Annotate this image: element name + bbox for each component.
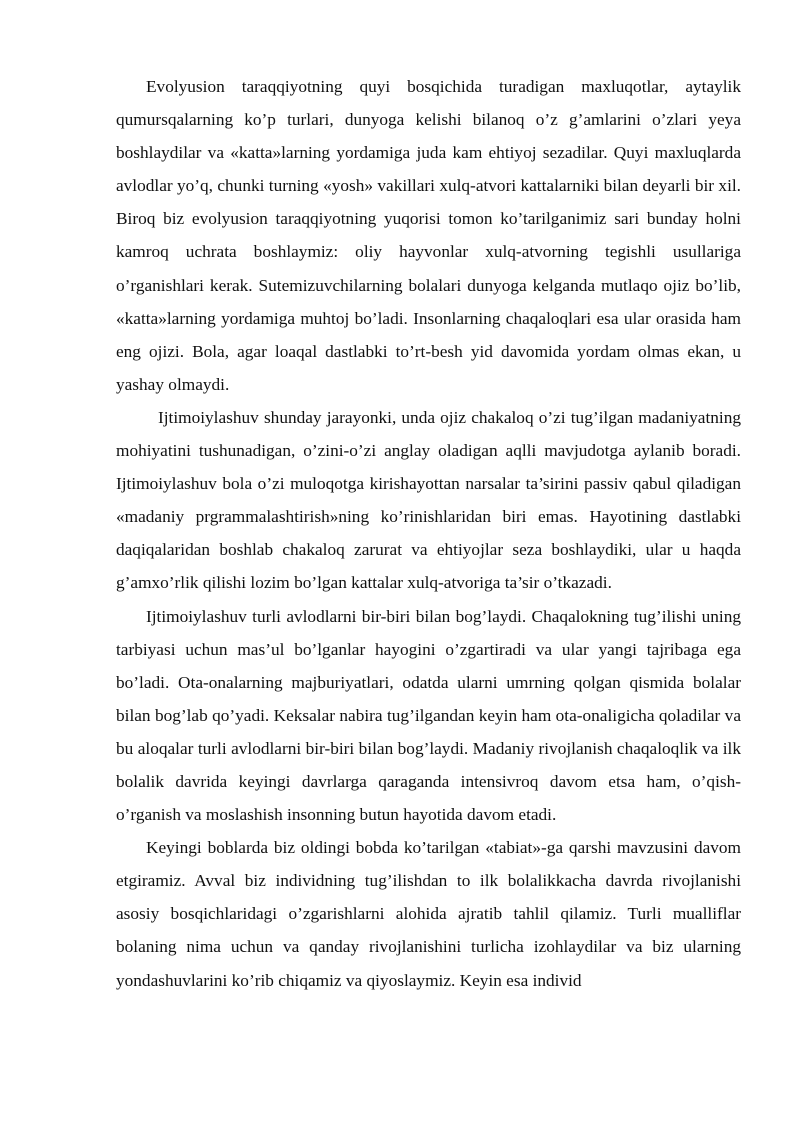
paragraph-next-chapters: Keyingi boblarda biz oldingi bobda ko’tarilgan «tabiat»-ga qarshi mavzusini davom etgiramiz. Avval biz individning tug’ilishdan to ilk bolalikkacha davrda rivojlanishi asosiy bosqichlaridagi o’zgarishlarni alohida ajratib tahlil qilamiz. Turli mualliflar bolaning nima uchun va qanday rivojlanishini turlicha izohlaydilar va biz ularning yondashuvlarini ko’rib chiqamiz va qiyoslaymiz. Keyin esa individ [116,838,741,990]
paragraph-socialization-definition: Ijtimoiylashuv shunday jarayonki, unda ojiz chakaloq o’zi tug’ilgan madaniyatning mohiyatini tushunadigan, o’zini-o’zi anglay oladigan aqlli mavjudotga aylanib boradi. Ijtimoiylashuv bola o’zi muloqotga kirishayottan narsalar ta’sirini passiv qabul qiladigan «madaniy prgrammalashtirish»ning ko’rinishlaridan biri emas. Hayotining dastlabki daqiqalaridan boshlab chakaloq zarurat va ehtiyojlar seza boshlaydiki, ular u haqda g’amxo’rlik qilishi lozim bo’lgan kattalar xulq-atvoriga ta’sir o’tkazadi. [116,407,741,593]
paragraph-evolution: Evolyusion taraqqiyotning quyi bosqichida turadigan maxluqotlar, aytaylik qumursqalarning ko’p turlari, dunyoga kelishi bilanoq o’z g’amlarini o’zlari yeya boshlaydilar va «katta»larning yordamiga juda kam ehtiyoj sezadilar. Quyi maxluqlarda avlodlar yo’q, chunki turning «yosh» vakillari xulq-atvori kattalarniki bilan deyarli bir xil. Biroq biz evolyusion taraqqiyotning yuqorisi tomon ko’tarilganimiz sari bunday holni kamroq uchrata boshlaymiz: oliy hayvonlar xulq-atvorning tegishli usullariga o’rganishlari kerak. Sutemizuvchilarning bolalari dunyoga kelganda mutlaqo ojiz bo’lib, «katta»larning yordamiga muhtoj bo’ladi. Insonlarning chaqaloqlari esa ular orasida ham eng ojizi. Bola, agar loaqal dastlabki to’rt-besh yid davomida yordam olmas ekan, u yashay olmaydi. [116,77,741,394]
document-page [116,70,741,997]
paragraph-generations: Ijtimoiylashuv turli avlodlarni bir-biri bilan bog’laydi. Chaqalokning tug’ilishi uning tarbiyasi uchun mas’ul bo’lganlar hayogini o’zgartiradi va ular yangi tajribaga ega bo’ladi. Ota-onalarning majburiyatlari, odatda ularni umrning qolgan qismida bolalar bilan bog’lab qo’yadi. Keksalar nabira tug’ilgandan keyin ham ota-onaligicha qoladilar va bu aloqalar turli avlodlarni bir-biri bilan bog’laydi. Madaniy rivojlanish chaqaloqlik va ilk bolalik davrida keyingi davrlarga qaraganda intensivroq davom etsa ham, o’qish-o’rganish va moslashish insonning butun hayotida davom etadi. [116,606,741,825]
